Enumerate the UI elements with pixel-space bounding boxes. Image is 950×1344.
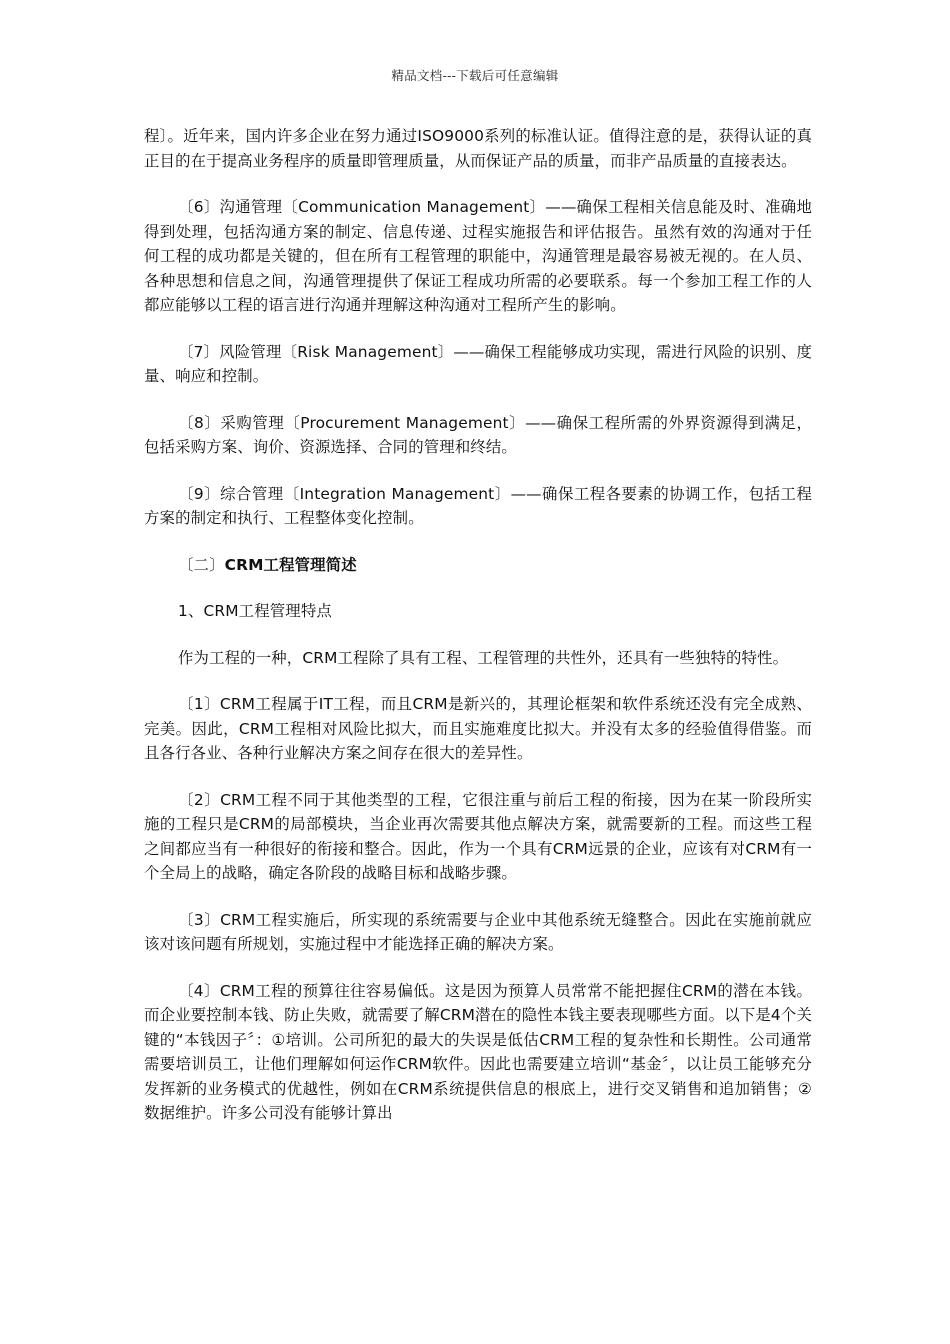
sub-heading-crm-features: 1、CRM工程管理特点 [178,602,332,620]
section-heading-title: CRM工程管理简述 [224,555,357,574]
paragraph-crm-feature-1: 〔1〕CRM工程属于IT工程，而且CRM是新兴的，其理论框架和软件系统还没有完全成熟、完美。因此，CRM工程相对风险比拟大，而且实施难度比拟大。并没有太多的经验值得借鉴。而且各行各业、各种行业解决方案之间存在很大的差异性。 [144,695,812,762]
page-header: 精品文档---下载后可任意编辑 [391,68,559,83]
paragraph-quality-certification: 程〕。近年来，国内许多企业在努力通过ISO9000系列的标准认证。值得注意的是，获得认证的真正目的在于提高业务程序的质量即管理质量，从而保证产品的质量，而非产品质量的直接表达。 [144,127,812,170]
paragraph-communication-management: 〔6〕沟通管理〔Communication Management〕——确保工程相关信息能及时、准确地得到处理，包括沟通方案的制定、信息传递、过程实施报告和评估报告。虽然有效的沟通对于任何工程的成功都是关键的，但在所有工程管理的职能中，沟通管理是最容易被无视的。在人员、各种思想和信息之间，沟通管理提供了保证工程成功所需的必要联系。每一个参加工程工作的人都应能够以工程的语言进行沟通并理解这种沟通对工程所产生的影响。 [144,198,812,314]
document-body [144,124,812,1148]
paragraph-crm-feature-2: 〔2〕CRM工程不同于其他类型的工程，它很注重与前后工程的衔接，因为在某一阶段所实施的工程只是CRM的局部模块，当企业再次需要其他点解决方案，就需要新的工程。而这些工程之间都应当有一种很好的衔接和整合。因此，作为一个具有CRM远景的企业，应该有对CRM有一个全局上的战略，确定各阶段的战略目标和战略步骤。 [144,790,812,882]
paragraph-crm-intro: 作为工程的一种，CRM工程除了具有工程、工程管理的共性外，还具有一些独特的特性。 [178,648,789,667]
paragraph-crm-feature-3: 〔3〕CRM工程实施后，所实现的系统需要与企业中其他系统无缝整合。因此在实施前就应该对该问题有所规划，实施过程中才能选择正确的解决方案。 [144,910,812,953]
section-heading-prefix: 〔二〕 [178,555,225,574]
paragraph-procurement-management: 〔8〕采购管理〔Procurement Management〕——确保工程所需的外界资源得到满足，包括采购方案、询价、资源选择、合同的管理和终结。 [144,413,812,456]
paragraph-integration-management: 〔9〕综合管理〔Integration Management〕——确保工程各要素的协调工作，包括工程方案的制定和执行、工程整体变化控制。 [144,484,812,527]
paragraph-risk-management: 〔7〕风险管理〔Risk Management〕——确保工程能够成功实现，需进行风险的识别、度量、响应和控制。 [144,342,812,385]
paragraph-crm-feature-4: 〔4〕CRM工程的预算往往容易偏低。这是因为预算人员常常不能把握住CRM的潜在本钱。而企业要控制本钱、防止失败，就需要了解CRM潜在的隐性本钱主要表现哪些方面。以下是4个关键的“本钱因子〞：①培训。公司所犯的最大的失误是低估CRM工程的复杂性和长期性。公司通常需要培训员工，让他们理解如何运作CRM软件。因此也需要建立培训“基金〞，以让员工能够充分发挥新的业务模式的优越性，例如在CRM系统提供信息的根底上，进行交叉销售和追加销售；②数据维护。许多公司没有能够计算出 [144,981,812,1122]
section-heading-crm-overview [144,553,812,578]
